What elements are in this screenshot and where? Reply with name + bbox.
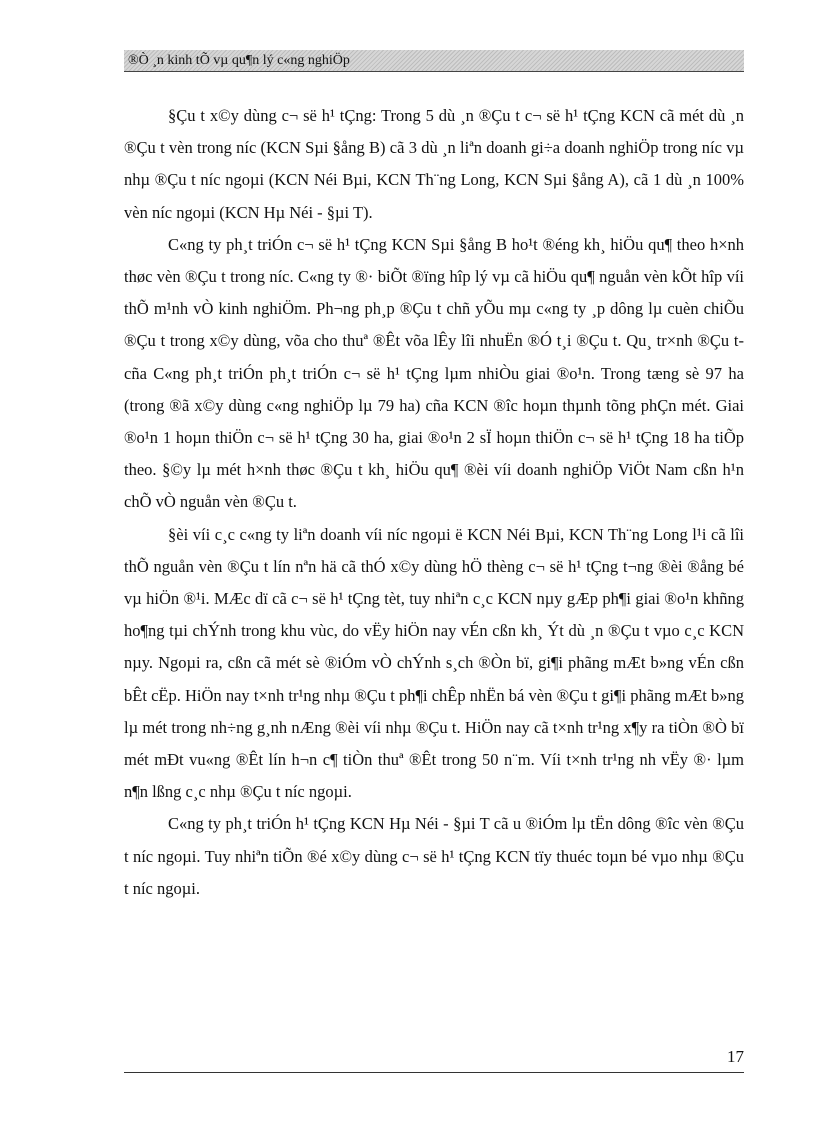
running-header-title: ®Ò ¸n kinh tÕ vµ qu¶n lý c«ng nghiÖp <box>128 53 350 68</box>
paragraph: §Çu t x©y dùng c¬ së h¹ tÇng: Trong 5 dù ¸n ®Çu t c¬ së h¹ tÇng KCN cã mét dù ¸n ®Çu t vèn trong níc (KCN Sµi §ång B) cã 3 dù ¸n liªn doanh gi÷a doanh nghiÖp trong níc vµ nhµ ®Çu t níc ngoµi (KCN Néi Bµi, KCN Th¨ng Long, KCN Sµi §ång A), cã 1 dù ¸n 100% vèn níc ngoµi (KCN Hµ Néi - §µi T). <box>124 106 744 222</box>
page-number: 17 <box>727 1047 744 1066</box>
footer-rule <box>124 1072 744 1073</box>
running-header <box>124 50 744 72</box>
paragraph: C«ng ty ph¸t triÓn h¹ tÇng KCN Hµ Néi - §µi T cã u ®iÓm lµ tËn dông ®îc vèn ®Çu t níc ngoµi. Tuy nhiªn tiÕn ®é x©y dùng c¬ së h¹ tÇng KCN tïy thuéc toµn bé vµo nhµ ®Çu t níc ngoµi. <box>124 814 744 898</box>
document-body <box>124 100 744 905</box>
paragraph: C«ng ty ph¸t triÓn c¬ së h¹ tÇng KCN Sµi §ång B ho¹t ®éng kh¸ hiÖu qu¶ theo h×nh thøc vèn ®Çu t trong níc. C«ng ty ®· biÕt ®ïng hîp lý vµ cã hiÖu qu¶ nguån vèn kÕt hîp víi thÕ m¹nh vÒ kinh nghiÖm. Ph¬ng ph¸p ®Çu t chñ yÕu mµ c«ng ty ¸p dông lµ cuèn chiÕu ®Çu t trong x©y dùng, võa cho thuª ®Êt võa lÊy lîi nhuËn ®Ó t¸i ®Çu t. Qu¸ tr×nh ®Çu t cña C«ng ph¸t triÓn ph¸t triÓn c¬ së h¹ tÇng lµm nhiÒu giai ®o¹n. Trong tæng sè 97 ha (trong ®ã x©y dùng c«ng nghiÖp lµ 79 ha) cña KCN ®îc hoµn thµnh tõng phÇn mét. Giai ®o¹n 1 hoµn thiÖn c¬ së h¹ tÇng 30 ha, giai ®o¹n 2 sÏ hoµn thiÖn c¬ së h¹ tÇng 18 ha tiÕp theo. §©y lµ mét h×nh thøc ®Çu t kh¸ hiÖu qu¶ ®èi víi doanh nghiÖp ViÖt Nam cßn h¹n chÕ vÒ nguån vèn ®Çu t. <box>124 234 744 512</box>
paragraph: §èi víi c¸c c«ng ty liªn doanh víi níc ngoµi ë KCN Néi Bµi, KCN Th¨ng Long l¹i cã lîi thÕ nguån vèn ®Çu t lín nªn hä cã thÓ x©y dùng hÖ thèng c¬ së h¹ tÇng t¬ng ®èi ®ång bé vµ hiÖn ®¹i. MÆc dï cã c¬ së h¹ tÇng tèt, tuy nhiªn c¸c KCN nµy gÆp ph¶i giai ®o¹n khñng ho¶ng tµi chÝnh trong khu vùc, do vËy hiÖn nay vÉn cßn kh¸ Ýt dù ¸n ®Çu t vµo c¸c KCN nµy. Ngoµi ra, cßn cã mét sè ®iÓm vÒ chÝnh s¸ch ®Òn bï, gi¶i phãng mÆt b»ng vÉn cßn bÊt cËp. HiÖn nay t×nh tr¹ng nhµ ®Çu t ph¶i chÊp nhËn bá vèn ®Çu t gi¶i phãng mÆt b»ng lµ mét trong nh÷ng g¸nh nÆng ®èi víi nhµ ®Çu t. HiÖn nay cã t×nh tr¹ng x¶y ra tiÒn ®Ò bï mét mÐt vu«ng ®Êt lín h¬n c¶ tiÒn thuª ®Êt trong 50 n¨m. Víi t×nh tr¹ng nh vËy ®· lµm n¶n lßng c¸c nhµ ®Çu t níc ngoµi. <box>124 524 744 802</box>
